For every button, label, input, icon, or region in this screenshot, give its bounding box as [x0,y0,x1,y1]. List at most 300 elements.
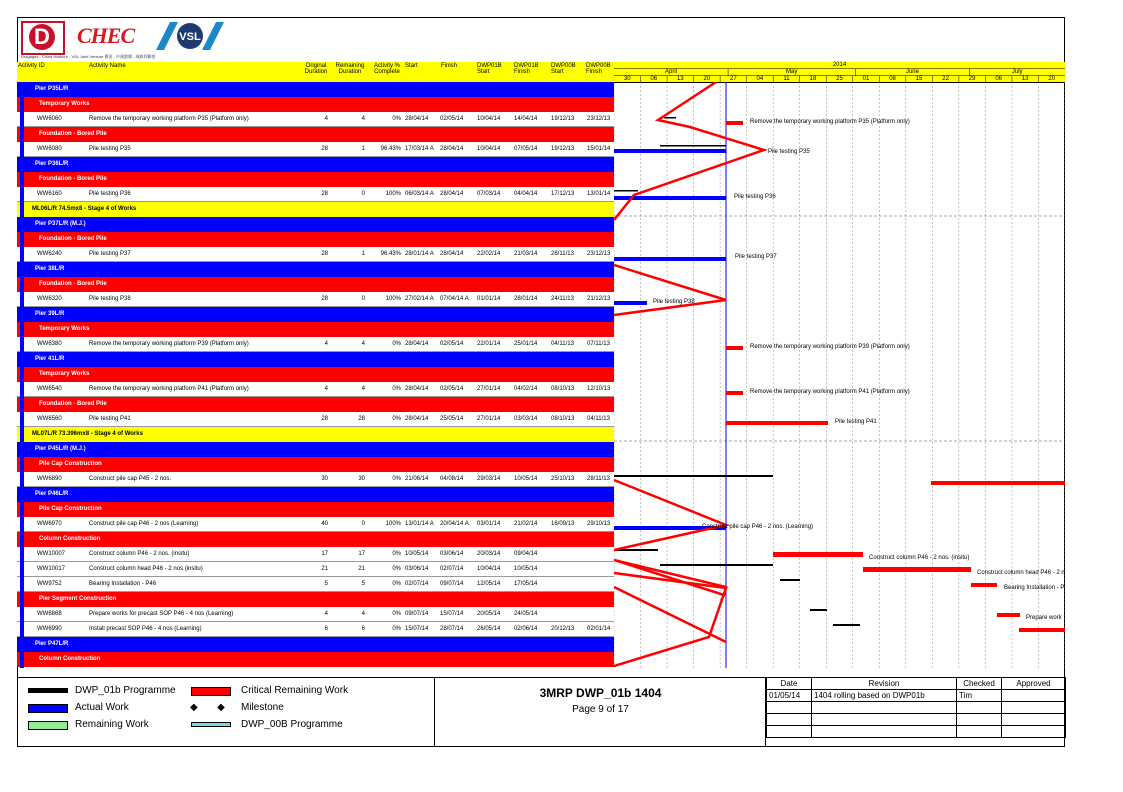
table-row[interactable] [17,622,614,637]
wbs-group-row[interactable] [17,322,614,337]
dwp00b-start: 25/10/13 [551,476,575,482]
original-duration: 21 [321,566,328,572]
activity-name: Pile testing P38 [89,296,131,302]
activity-id: WW6868 [37,611,62,617]
wbs-label: Pier P47L/R [35,641,69,647]
table-row[interactable] [17,337,614,352]
original-duration: 4 [324,116,328,122]
table-row[interactable] [17,247,614,262]
finish-date: 20/04/14 A [440,521,469,527]
dwp01b-finish: 09/04/14 [514,551,538,557]
wbs-label: Pier P45L/R (M.J.) [35,446,86,452]
timescale-week: 29 [968,76,976,82]
table-row[interactable] [17,547,614,562]
activity-name: Construct column P46 - 2 nos. (insitu) [89,551,190,557]
original-duration: 28 [321,191,328,197]
dwp00b-finish: 13/01/14 [587,191,611,197]
wbs-group-row[interactable] [17,397,614,412]
start-date: 13/01/14 A [405,521,434,527]
rev-empty [957,714,1002,726]
baseline-bar [660,564,773,566]
activity-id: WW6540 [37,386,62,392]
original-duration: 28 [321,416,328,422]
remaining-duration: 21 [358,566,365,572]
wbs-label: Temporary Works [39,101,90,107]
dwp01b-finish: 10/05/14 [514,566,538,572]
wbs-pier-row[interactable] [17,82,614,97]
dwp01b-start: 10/04/14 [477,566,501,572]
bar-label: Construct column head P46 - 2 n [977,570,1065,576]
wbs-group-row[interactable] [17,127,614,142]
finish-date: 28/04/14 [440,251,464,257]
activity-id: WW6970 [37,521,62,527]
activity-id: WW6990 [37,626,62,632]
rev-empty [767,702,812,714]
baseline-bar [810,609,827,611]
plan-title: 3MRP DWP_01b 1404 [539,686,662,700]
wbs-label: Pier 39L/R [35,311,65,317]
wbs-label: Pier 38L/R [35,266,65,272]
dwp00b-finish: 12/10/13 [587,386,611,392]
wbs-group-row[interactable] [17,502,614,517]
rev-date: 01/05/14 [767,690,812,702]
legend-milestone: Milestone [241,702,284,713]
bar-label: Construct pile cap P46 - 2 nos. (Learning) [702,524,814,530]
legend-dwp00b: DWP_00B Programme [241,719,343,730]
dwp00b-start: 20/12/13 [551,626,575,632]
rev-empty [1002,726,1066,738]
col-start[interactable]: Start [405,63,418,69]
remaining-duration: 4 [361,611,365,617]
finish-date: 28/04/14 [440,146,464,152]
pct-complete: 0% [392,581,401,587]
actual-bar [614,301,647,305]
rev-checked: Tim [957,690,1002,702]
col-pct-complete[interactable]: Activity % Complete [373,63,400,75]
wbs-group-row[interactable] [17,367,614,382]
critical-bar [971,583,997,587]
critical-path-link [614,573,726,666]
finish-date: 02/05/14 [440,116,464,122]
wbs-group-row[interactable] [17,232,614,247]
wbs-pier-row[interactable] [17,307,614,322]
wbs-pier-row[interactable] [17,352,614,367]
dwp00b-finish: 21/12/13 [587,296,611,302]
remaining-duration: 4 [361,386,365,392]
logo-subtitle: Dragages - China Harbour - VSL Joint Venture 寶嘉 - 中國港灣 - 威勝利聯營 [21,54,156,59]
bar-label: Pile testing P41 [835,419,877,425]
activity-name: Bearing Installation - P46 [89,581,157,587]
bar-label: Pile testing P35 [768,149,810,155]
dwp01b-finish: 03/03/14 [514,416,538,422]
col-orig-duration[interactable]: Original Duration [304,63,328,75]
baseline-bar [660,145,726,147]
dwp00b-finish: 23/12/13 [587,116,611,122]
timescale-week: 13 [676,76,684,82]
wbs-label: Pile Cap Construction [39,506,102,512]
activity-name: Pile testing P36 [89,191,131,197]
dwp00b-finish: 02/01/14 [587,626,611,632]
activity-id: WW6160 [37,191,62,197]
pct-complete: 100% [385,521,401,527]
timescale-week: 20 [703,76,711,82]
dwp00b-finish: 15/01/14 [587,146,611,152]
timescale-week: 06 [650,76,658,82]
wbs-label: ML06L/R 74.5mx8 - Stage 4 of Works [32,206,137,212]
original-duration: 6 [324,626,328,632]
timescale-month: May [786,69,798,75]
wbs-group-row[interactable] [17,652,614,667]
dwp00b-start: 19/12/13 [551,116,575,122]
timescale-year: 2014 [832,62,847,68]
activity-id: WW6320 [37,296,62,302]
original-duration: 28 [321,146,328,152]
wbs-label: Column Construction [39,656,101,662]
legend-critical: Critical Remaining Work [241,685,349,696]
start-date: 10/05/14 [405,551,429,557]
title-box [434,677,766,747]
wbs-label: Pier P36L/R [35,161,69,167]
activity-id: WW6380 [37,341,62,347]
finish-date: 28/07/14 [440,626,464,632]
table-row[interactable] [17,382,614,397]
wbs-label: Pile Cap Construction [39,461,102,467]
rev-empty [957,726,1002,738]
dwp00b-finish: 28/11/13 [587,476,610,482]
dwp01b-start: 22/01/14 [477,341,501,347]
pct-complete: 0% [392,566,401,572]
finish-date: 02/05/14 [440,341,464,347]
activity-name: Remove the temporary working platform P35 (Platform only) [89,116,249,122]
bar-label: Pile testing P36 [734,194,776,200]
original-duration: 4 [324,341,328,347]
rev-header-revision: Revision [812,678,957,690]
dwp01b-finish: 14/04/14 [514,116,538,122]
pct-complete: 0% [392,341,401,347]
start-date: 28/04/14 [405,386,429,392]
dwp00b-start: 16/09/13 [551,521,575,527]
timescale-week: 30 [623,76,631,82]
finish-date: 28/04/14 [440,191,464,197]
dwp01b-finish: 21/02/14 [514,521,538,527]
col-dwp00b-finish[interactable]: DWP00B Finish [586,63,611,75]
wbs-group-row[interactable] [17,97,614,112]
pct-complete: 0% [392,416,401,422]
dwp01b-start: 03/01/14 [477,521,501,527]
remaining-duration: 1 [361,251,365,257]
dwp01b-start: 29/03/14 [477,476,501,482]
svg-text:VSL: VSL [179,31,201,43]
rev-description: 1404 rolling based on DWP01b [812,690,957,702]
finish-date: 03/06/14 [440,551,464,557]
remaining-duration: 6 [361,626,365,632]
vsl-logo [156,20,226,52]
wbs-group-row[interactable] [17,532,614,547]
remaining-duration: 28 [358,416,365,422]
remaining-duration: 1 [361,146,365,152]
original-duration: 5 [324,581,328,587]
dwp00b-finish: 07/11/13 [587,341,610,347]
remaining-duration: 0 [361,521,365,527]
activity-name: Construct pile cap P46 - 2 nos (Learning) [89,521,199,527]
remaining-duration: 4 [361,341,365,347]
table-row[interactable] [17,187,614,202]
timescale-month: April [665,69,678,75]
wbs-label: Pier Segment Construction [39,596,117,602]
wbs-stage-row[interactable] [17,202,614,217]
activity-name: Construct column head P46 - 2 nos (insitu) [89,566,203,572]
start-date: 28/01/14 A [405,251,434,257]
activity-id: WW10017 [37,566,66,572]
wbs-label: Foundation - Bored Pile [39,236,107,242]
table-row[interactable] [17,472,614,487]
gantt-chart [614,82,1065,668]
legend-dwp01b: DWP_01b Programme [75,685,176,696]
wbs-pier-row[interactable] [17,157,614,172]
table-row[interactable] [17,112,614,127]
critical-bar [1019,628,1065,632]
remaining-duration: 4 [361,116,365,122]
original-duration: 17 [321,551,328,557]
dwp01b-start: 20/05/14 [477,611,501,617]
dwp00b-finish: 23/12/13 [587,251,611,257]
dwp01b-start: 27/01/14 [477,386,501,392]
dragages-logo: D [21,21,65,55]
table-row[interactable] [17,607,614,622]
legend-remaining: Remaining Work [75,719,149,730]
actual-bar [614,257,726,261]
timescale-week: 22 [942,76,949,82]
dwp01b-finish: 04/02/14 [514,386,538,392]
remaining-duration: 17 [358,551,365,557]
dwp01b-finish: 24/05/14 [514,611,538,617]
timescale [614,62,1065,83]
finish-date: 15/07/14 [440,611,464,617]
col-activity-name[interactable]: Activity Name [89,63,126,69]
pct-complete: 96.43% [380,146,401,152]
bar-label: Pile testing P37 [735,254,777,260]
wbs-label: Pier P46L/R [35,491,69,497]
left-wbs-bar [20,82,24,668]
col-rem-duration[interactable]: Remaining Duration [335,63,365,75]
activity-name: Pile testing P37 [89,251,131,257]
critical-bar [726,391,743,395]
rev-empty [767,714,812,726]
rev-empty [812,714,957,726]
wbs-label: Pier P37L/R (M.J.) [35,221,86,227]
activity-name: Pile testing P41 [89,416,131,422]
wbs-label: Column Construction [39,536,101,542]
timescale-week: 15 [915,76,923,82]
baseline-bar [614,475,773,477]
original-duration: 4 [324,611,328,617]
start-date: 21/06/14 [405,476,429,482]
wbs-group-row[interactable] [17,172,614,187]
dwp01b-finish: 02/06/14 [514,626,538,632]
activity-name: Construct pile cap P45 - 2 nos. [89,476,172,482]
wbs-pier-row[interactable] [17,217,614,232]
wbs-label: Pier 41L/R [35,356,65,362]
legend-remaining-swatch [28,721,68,730]
activity-id: WW6890 [37,476,62,482]
timescale-week: 11 [783,76,790,82]
dwp01b-start: 10/04/14 [477,116,501,122]
finish-date: 02/05/14 [440,386,464,392]
start-date: 02/07/14 [405,581,429,587]
table-row[interactable] [17,577,614,592]
activity-name: Pile testing P35 [89,146,131,152]
bar-label: Remove the temporary working platform P39 (Platform only) [750,344,910,350]
remaining-duration: 0 [361,191,365,197]
revision-table [765,677,1066,747]
wbs-pier-row[interactable] [17,262,614,277]
finish-date: 09/07/14 [440,581,464,587]
pct-complete: 0% [392,626,401,632]
remaining-duration: 0 [361,296,365,302]
activity-name: Install precast SOP P46 - 4 nos (Learning) [89,626,202,632]
timescale-month: July [1011,69,1023,75]
activity-id: WW6060 [37,116,62,122]
bar-label: Remove the temporary working platform P35 (Platform only) [750,119,910,125]
baseline-bar [780,579,800,581]
activity-name: Remove the temporary working platform P39 (Platform only) [89,341,249,347]
dwp01b-finish: 21/03/14 [514,251,538,257]
critical-path-link [614,480,726,550]
finish-date: 04/08/14 [440,476,464,482]
actual-bar [614,149,726,153]
activity-id: WW6240 [37,251,62,257]
wbs-label: Foundation - Bored Pile [39,176,107,182]
start-date: 28/04/14 [405,341,429,347]
start-date: 15/07/14 [405,626,429,632]
dwp01b-finish: 07/05/14 [514,146,538,152]
original-duration: 28 [321,296,328,302]
pct-complete: 100% [385,191,401,197]
dwp00b-start: 08/10/13 [551,386,575,392]
bar-label: Construct column P46 - 2 nos. (insitu) [869,555,970,561]
critical-bar [726,121,743,125]
critical-path-link [614,587,726,642]
start-date: 06/03/14 A [405,191,434,197]
col-dwp01b-start[interactable]: DWP01B Start [477,63,502,75]
wbs-stage-row[interactable] [17,427,614,442]
bar-label: Pile testing P38 [653,299,695,305]
dwp01b-finish: 10/05/14 [514,476,538,482]
rev-empty [767,726,812,738]
timescale-week: 27 [730,76,737,82]
activity-id: WW6080 [37,146,62,152]
dwp00b-start: 19/12/13 [551,146,575,152]
start-date: 09/07/14 [405,611,429,617]
dwp01b-finish: 04/04/14 [514,191,538,197]
original-duration: 4 [324,386,328,392]
baseline-bar [664,117,676,119]
rev-empty [1002,714,1066,726]
timescale-week: 20 [1048,76,1056,82]
start-date: 27/02/14 A [405,296,434,302]
wbs-label: Foundation - Bored Pile [39,131,107,137]
critical-bar [931,481,1065,485]
pct-complete: 0% [392,551,401,557]
table-row[interactable] [17,562,614,577]
dwp01b-start: 07/03/14 [477,191,501,197]
table-row[interactable] [17,142,614,157]
timescale-week: 25 [836,76,843,82]
wbs-pier-row[interactable] [17,487,614,502]
finish-date: 25/05/14 [440,416,464,422]
baseline-bar [833,624,860,626]
finish-date: 07/04/14 A [440,296,469,302]
dwp01b-start: 10/04/14 [477,146,501,152]
wbs-group-row[interactable] [17,277,614,292]
table-header [17,62,614,83]
activity-id: WW9752 [37,581,62,587]
original-duration: 40 [321,521,328,527]
table-row[interactable] [17,517,614,532]
legend-critical-swatch [191,687,231,696]
wbs-pier-row[interactable] [17,637,614,652]
dwp01b-start: 26/05/14 [477,626,501,632]
start-date: 17/03/14 A [405,146,434,152]
rev-empty [812,702,957,714]
dwp00b-start: 08/10/13 [551,416,575,422]
activity-name: Prepare works for precast SOP P46 - 4 nos (Learning) [89,611,234,617]
rev-header-date: Date [767,678,812,690]
wbs-pier-row[interactable] [17,442,614,457]
remaining-duration: 5 [361,581,365,587]
critical-path-link [614,265,726,315]
table-row[interactable] [17,292,614,307]
dwp00b-start: 04/11/13 [551,341,574,347]
table-row[interactable] [17,412,614,427]
start-date: 03/06/14 [405,566,429,572]
col-dwp00b-start[interactable]: DWP00B Start [551,63,576,75]
critical-bar [726,346,743,350]
original-duration: 30 [321,476,328,482]
wbs-group-row[interactable] [17,457,614,472]
col-activity-id[interactable]: Activity ID [18,63,45,69]
pct-complete: 100% [385,296,401,302]
pct-complete: 0% [392,386,401,392]
rev-empty [1002,702,1066,714]
activity-name: Remove the temporary working platform P41 (Platform only) [89,386,249,392]
dwp01b-start: 22/02/14 [477,251,501,257]
timescale-month: June [905,69,919,75]
dwp01b-start: 01/01/14 [477,296,501,302]
dwp01b-start: 12/05/14 [477,581,501,587]
dwp00b-start: 17/12/13 [551,191,575,197]
wbs-label: ML07L/R 73.396mx8 - Stage 4 of Works [32,431,143,437]
activity-id: WW6560 [37,416,62,422]
legend-actual: Actual Work [75,702,129,713]
legend-dwp00b-swatch [191,722,231,727]
timescale-gridlines [614,62,1065,82]
rev-empty [812,726,957,738]
finish-date: 02/07/14 [440,566,464,572]
bar-label: Prepare work [1026,615,1062,621]
start-date: 28/04/14 [405,116,429,122]
dwp01b-finish: 17/05/14 [514,581,538,587]
dwp00b-start: 26/11/13 [551,251,574,257]
critical-bar [726,421,828,425]
col-dwp01b-finish[interactable]: DWP01B Finish [514,63,539,75]
rev-header-checked: Checked [957,678,1002,690]
wbs-label: Temporary Works [39,326,90,332]
bar-label: Remove the temporary working platform P41 (Platform only) [750,389,910,395]
start-date: 28/04/14 [405,416,429,422]
col-finish[interactable]: Finish [441,63,458,69]
wbs-group-row[interactable] [17,592,614,607]
